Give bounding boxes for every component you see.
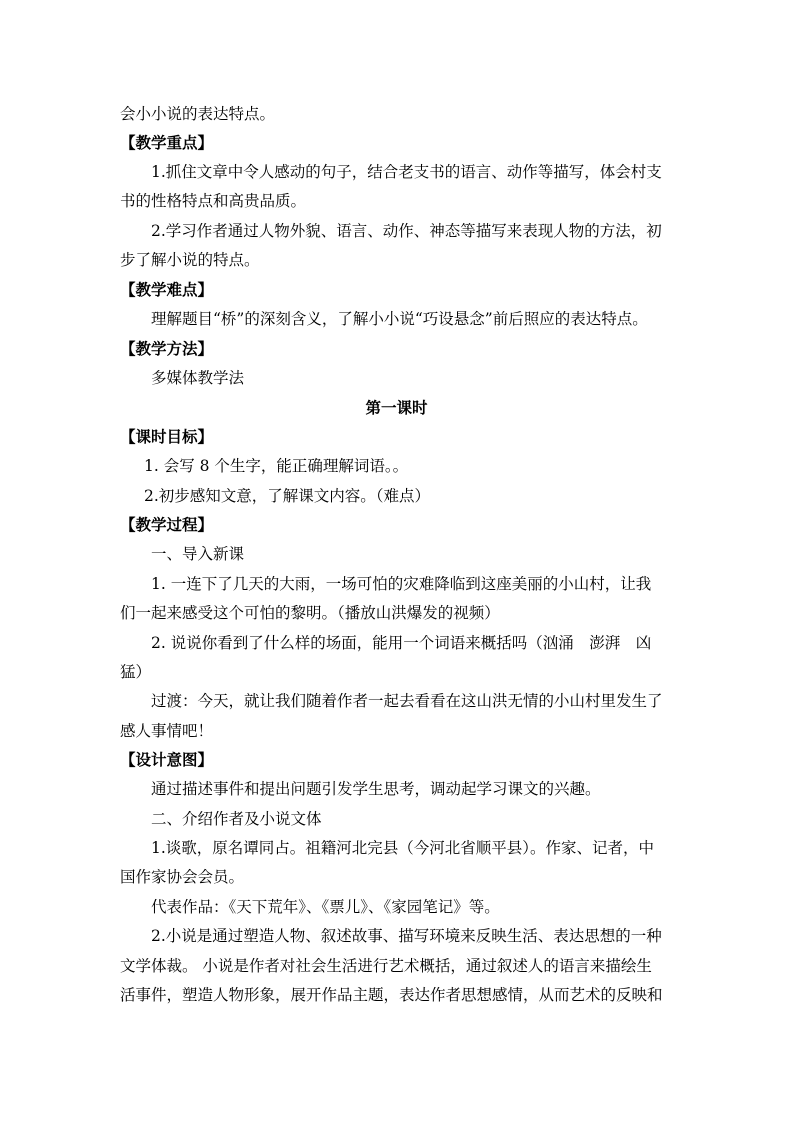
text-line: 多媒体教学法 (151, 369, 245, 387)
text-line: 1.谈歌，原名谭同占。祖籍河北完县（今河北省顺平县）。作家、记者，中 (151, 839, 655, 857)
lesson-title: 第一课时 (365, 398, 428, 417)
text-line: 理解题目“桥”的深刻含义，了解小小说“巧设悬念”前后照应的表达特点。 (151, 310, 648, 328)
text-line: 会小小说的表达特点。 (120, 105, 276, 123)
text-line: 文学体裁。 小说是作者对社会生活进行艺术概括，通过叙述人的语言来描绘生 (120, 957, 652, 975)
text-line: 过渡：今天，就让我们随着作者一起去看看在这山洪无情的小山村里发生了 (151, 692, 663, 710)
text-line: 2.小说是通过塑造人物、叙述故事、描写环境来反映生活、表达思想的一种 (151, 927, 662, 945)
heading-teaching-process: 【教学过程】 (120, 516, 214, 534)
text-line: 活事件，塑造人物形象，展开作品主题，表达作者思想感情，从而艺术的反映和 (120, 986, 663, 1004)
text-line: 通过描述事件和提出问题引发学生思考，调动起学习课文的兴趣。 (151, 780, 601, 798)
text-line: 猛） (120, 663, 152, 681)
heading-teaching-difficulty: 【教学难点】 (120, 281, 214, 299)
text-line: 1. 一连下了几天的大雨，一场可怕的灾难降临到这座美丽的小山村，让我 (151, 575, 652, 593)
text-line: 1.抓住文章中令人感动的句子，结合老支书的语言、动作等描写，体会村支 (151, 163, 662, 181)
text-line: 1. 会写 8 个生字，能正确理解词语。。 (144, 457, 409, 475)
heading-lesson-goal: 【课时目标】 (120, 428, 214, 446)
text-line: 2.学习作者通过人物外貌、语言、动作、神态等描写来表现人物的方法，初 (151, 222, 662, 240)
text-line: 步了解小说的特点。 (120, 251, 260, 269)
text-line: 2. 说说你看到了什么样的场面，能用一个词语来概括吗（汹涌 澎湃 凶 (151, 634, 652, 652)
heading-design-intent: 【设计意图】 (120, 751, 214, 769)
text-line: 2.初步感知文意，了解课文内容。（难点） (144, 487, 431, 505)
text-line: 国作家协会会员。 (120, 868, 245, 886)
section-title: 一、导入新课 (151, 545, 245, 563)
heading-teaching-focus: 【教学重点】 (120, 134, 214, 152)
text-line: 感人事情吧！ (120, 722, 214, 740)
text-line: 们一起来感受这个可怕的黎明。（播放山洪爆发的视频） (120, 604, 500, 622)
section-title: 二、介绍作者及小说文体 (151, 810, 322, 828)
heading-teaching-method: 【教学方法】 (120, 340, 214, 358)
text-line: 书的性格特点和高贵品质。 (120, 192, 307, 210)
text-line: 代表作品：《天下荒年》、《票儿》、《家园笔记》等。 (151, 898, 500, 916)
